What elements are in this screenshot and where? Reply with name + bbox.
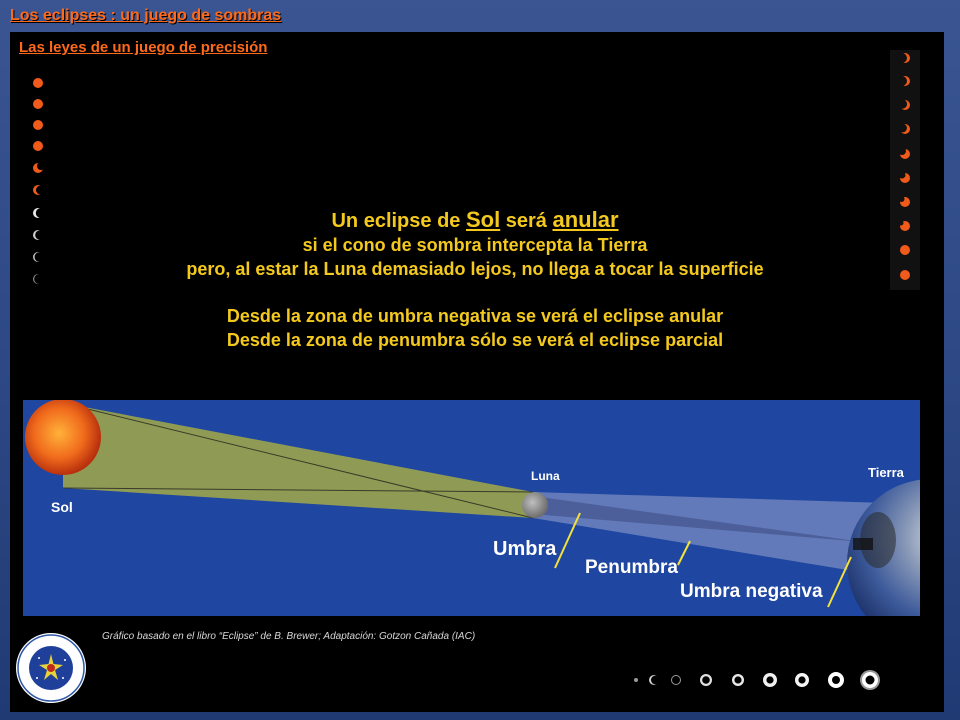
phase-icon xyxy=(860,670,880,690)
phase-icon xyxy=(700,674,712,686)
phase-icon xyxy=(897,53,910,63)
phase-icon xyxy=(33,78,43,88)
label-umbra: Umbra xyxy=(493,538,557,560)
phase-icon xyxy=(649,675,660,685)
line1-pre: Un eclipse de xyxy=(331,210,466,232)
earth-umbra-spot xyxy=(853,538,873,550)
phase-icon xyxy=(898,99,910,110)
phase-icon xyxy=(763,673,777,687)
observation-explanation xyxy=(30,304,920,352)
phase-icon xyxy=(899,196,911,207)
line4: Desde la zona de umbra negativa se verá el eclipse anular xyxy=(226,306,724,326)
phase-icon xyxy=(898,124,910,134)
phase-icon xyxy=(33,185,44,195)
phase-icon xyxy=(899,172,911,184)
phase-icon xyxy=(898,147,910,159)
line3: pero, al estar la Luna demasiado lejos, no llega a tocar la superficie xyxy=(186,259,764,279)
page-title: Los eclipses : un juego de sombras xyxy=(10,7,282,24)
label-tierra: Tierra xyxy=(868,465,904,480)
phase-icon xyxy=(634,678,638,682)
label-sol: Sol xyxy=(51,499,73,515)
eclipse-diagram xyxy=(23,400,920,616)
line2: si el cono de sombra intercepta la Tierra xyxy=(302,235,648,255)
label-luna: Luna xyxy=(531,469,560,483)
line1-sol: Sol xyxy=(465,207,501,232)
phase-icon xyxy=(33,120,43,130)
label-umbra-negativa: Umbra negativa xyxy=(680,581,823,602)
iac-logo xyxy=(15,632,87,704)
credit-text: Gráfico basado en el libro “Eclipse” de B. Brewer; Adaptación: Gotzon Cañada (IAC) xyxy=(102,631,476,642)
phase-icon xyxy=(795,673,809,687)
phase-icon xyxy=(671,675,681,685)
section-subtitle: Las leyes de un juego de precisión xyxy=(19,39,268,56)
phase-strip-bottom xyxy=(630,668,890,692)
moon xyxy=(522,492,548,518)
phase-icon xyxy=(33,162,44,173)
phase-icon xyxy=(828,672,844,688)
line1 xyxy=(331,207,619,232)
phase-icon xyxy=(33,141,43,151)
phase-icon xyxy=(732,674,744,686)
line5: Desde la zona de penumbra sólo se verá el eclipse parcial xyxy=(226,330,724,350)
slide-panel xyxy=(10,32,944,712)
phase-icon xyxy=(33,99,43,109)
sun xyxy=(25,400,101,475)
main-explanation xyxy=(30,208,920,281)
label-penumbra: Penumbra xyxy=(585,557,678,578)
phase-icon xyxy=(897,76,910,86)
line1-mid: será xyxy=(500,210,553,232)
line1-anular: anular xyxy=(552,207,619,232)
